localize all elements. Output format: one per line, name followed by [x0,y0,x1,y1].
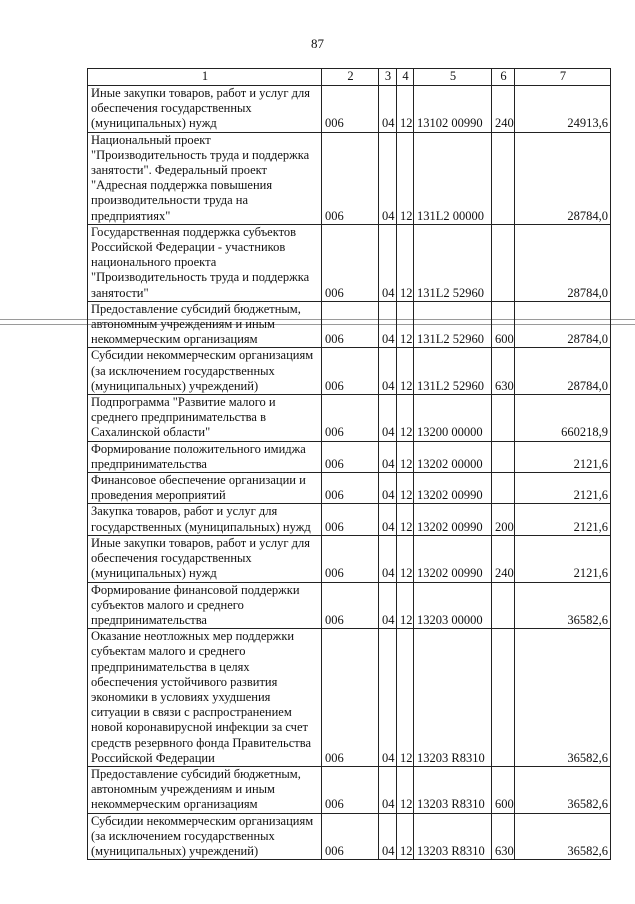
table-row [88,86,611,133]
row-name: Субсидии некоммерческим организациям (за исключением государственных (муниципальных) учреждений) [88,813,322,860]
row-amount: 2121,6 [515,441,611,472]
row-amount: 28784,0 [515,132,611,224]
row-code-section: 04 [379,348,397,395]
row-code-section: 04 [379,535,397,582]
row-name: Формирование финансовой поддержки субъектов малого и среднего предпринимательства [88,582,322,629]
row-code-section: 04 [379,504,397,535]
table-row [88,395,611,442]
row-code-section: 04 [379,132,397,224]
row-code-expense-type [492,473,515,504]
page-number: 87 [311,36,324,51]
row-code-subsection: 12 [397,301,414,348]
row-name: Формирование положительного имиджа предпринимательства [88,441,322,472]
table-row [88,301,611,348]
row-code-target: 13102 00990 [414,86,492,133]
row-name: Подпрограмма "Развитие малого и среднего предпринимательства в Сахалинской области" [88,395,322,442]
table-row [88,441,611,472]
row-code-target: 131L2 52960 [414,224,492,301]
row-amount: 2121,6 [515,504,611,535]
row-code-target: 13202 00990 [414,535,492,582]
row-code-subsection: 12 [397,473,414,504]
row-code-ministry: 006 [322,582,379,629]
row-code-section: 04 [379,86,397,133]
row-code-target: 13200 00000 [414,395,492,442]
row-name: Иные закупки товаров, работ и услуг для обеспечения государственных (муниципальных) нужд [88,535,322,582]
row-code-expense-type [492,582,515,629]
header-col-4: 4 [397,69,414,86]
row-code-target: 13202 00990 [414,473,492,504]
row-code-expense-type [492,224,515,301]
table-row [88,504,611,535]
row-code-section: 04 [379,224,397,301]
row-code-section: 04 [379,813,397,860]
table-row [88,582,611,629]
row-code-section: 04 [379,395,397,442]
row-amount: 2121,6 [515,535,611,582]
row-code-expense-type: 600 [492,301,515,348]
row-name: Государственная поддержка субъектов Российской Федерации - участников национального проекта "Производительность труда и поддержка занятости" [88,224,322,301]
table-row [88,224,611,301]
row-name: Предоставление субсидий бюджетным, автономным учреждениям и иным некоммерческим организациям [88,766,322,813]
row-code-expense-type [492,629,515,767]
row-name: Оказание неотложных мер поддержки субъектам малого и среднего предпринимательства в целях обеспечения устойчивого развития экономики в условиях ухудшения ситуации в связи с распространением новой коронавирусной инфекции за счет средств резервного фонда Правительства Российской Федерации [88,629,322,767]
row-code-section: 04 [379,441,397,472]
row-code-ministry: 006 [322,504,379,535]
row-code-ministry: 006 [322,813,379,860]
row-code-ministry: 006 [322,629,379,767]
row-code-subsection: 12 [397,582,414,629]
row-code-target: 131L2 52960 [414,301,492,348]
row-code-expense-type: 240 [492,86,515,133]
row-code-ministry: 006 [322,132,379,224]
header-col-1: 1 [88,69,322,86]
table-row [88,132,611,224]
row-code-section: 04 [379,301,397,348]
row-code-expense-type: 630 [492,348,515,395]
row-code-section: 04 [379,473,397,504]
row-name: Закупка товаров, работ и услуг для государственных (муниципальных) нужд [88,504,322,535]
row-code-subsection: 12 [397,766,414,813]
row-code-expense-type: 630 [492,813,515,860]
table-row [88,348,611,395]
row-name: Субсидии некоммерческим организациям (за исключением государственных (муниципальных) учреждений) [88,348,322,395]
row-code-ministry: 006 [322,348,379,395]
row-code-subsection: 12 [397,132,414,224]
header-col-2: 2 [322,69,379,86]
row-name: Иные закупки товаров, работ и услуг для обеспечения государственных (муниципальных) нужд [88,86,322,133]
row-amount: 36582,6 [515,582,611,629]
row-code-ministry: 006 [322,86,379,133]
header-col-7: 7 [515,69,611,86]
row-code-target: 131L2 00000 [414,132,492,224]
row-code-ministry: 006 [322,473,379,504]
row-code-subsection: 12 [397,348,414,395]
table-row [88,813,611,860]
row-code-section: 04 [379,766,397,813]
budget-table [87,68,611,860]
row-code-ministry: 006 [322,395,379,442]
row-code-ministry: 006 [322,766,379,813]
row-code-expense-type [492,441,515,472]
row-code-expense-type [492,395,515,442]
row-code-target: 13202 00990 [414,504,492,535]
header-col-3: 3 [379,69,397,86]
row-name: Национальный проект "Производительность труда и поддержка занятости". Федеральный проект "Адресная поддержка повышения производительности труда на предприятиях" [88,132,322,224]
row-amount: 36582,6 [515,629,611,767]
row-code-ministry: 006 [322,441,379,472]
row-amount: 28784,0 [515,348,611,395]
row-code-subsection: 12 [397,395,414,442]
table-row [88,629,611,767]
table-row [88,473,611,504]
row-code-target: 13203 R8310 [414,766,492,813]
row-amount: 24913,6 [515,86,611,133]
row-code-subsection: 12 [397,441,414,472]
table-header-row [88,69,611,86]
row-code-subsection: 12 [397,86,414,133]
table-row [88,766,611,813]
row-code-ministry: 006 [322,224,379,301]
row-code-section: 04 [379,629,397,767]
row-code-target: 13203 R8310 [414,813,492,860]
row-code-subsection: 12 [397,629,414,767]
row-code-subsection: 12 [397,224,414,301]
row-amount: 2121,6 [515,473,611,504]
row-code-section: 04 [379,582,397,629]
row-amount: 36582,6 [515,813,611,860]
row-code-expense-type: 600 [492,766,515,813]
table-row [88,535,611,582]
row-code-expense-type: 240 [492,535,515,582]
row-code-target: 13202 00000 [414,441,492,472]
row-name: Предоставление субсидий бюджетным, автономным учреждениям и иным некоммерческим организациям [88,301,322,348]
row-code-ministry: 006 [322,301,379,348]
row-code-expense-type: 200 [492,504,515,535]
row-code-subsection: 12 [397,504,414,535]
row-amount: 660218,9 [515,395,611,442]
row-code-expense-type [492,132,515,224]
header-col-6: 6 [492,69,515,86]
header-col-5: 5 [414,69,492,86]
row-code-target: 131L2 52960 [414,348,492,395]
row-code-target: 13203 00000 [414,582,492,629]
row-code-ministry: 006 [322,535,379,582]
row-amount: 36582,6 [515,766,611,813]
row-code-subsection: 12 [397,535,414,582]
row-code-subsection: 12 [397,813,414,860]
row-amount: 28784,0 [515,301,611,348]
row-code-target: 13203 R8310 [414,629,492,767]
row-name: Финансовое обеспечение организации и проведения мероприятий [88,473,322,504]
row-amount: 28784,0 [515,224,611,301]
